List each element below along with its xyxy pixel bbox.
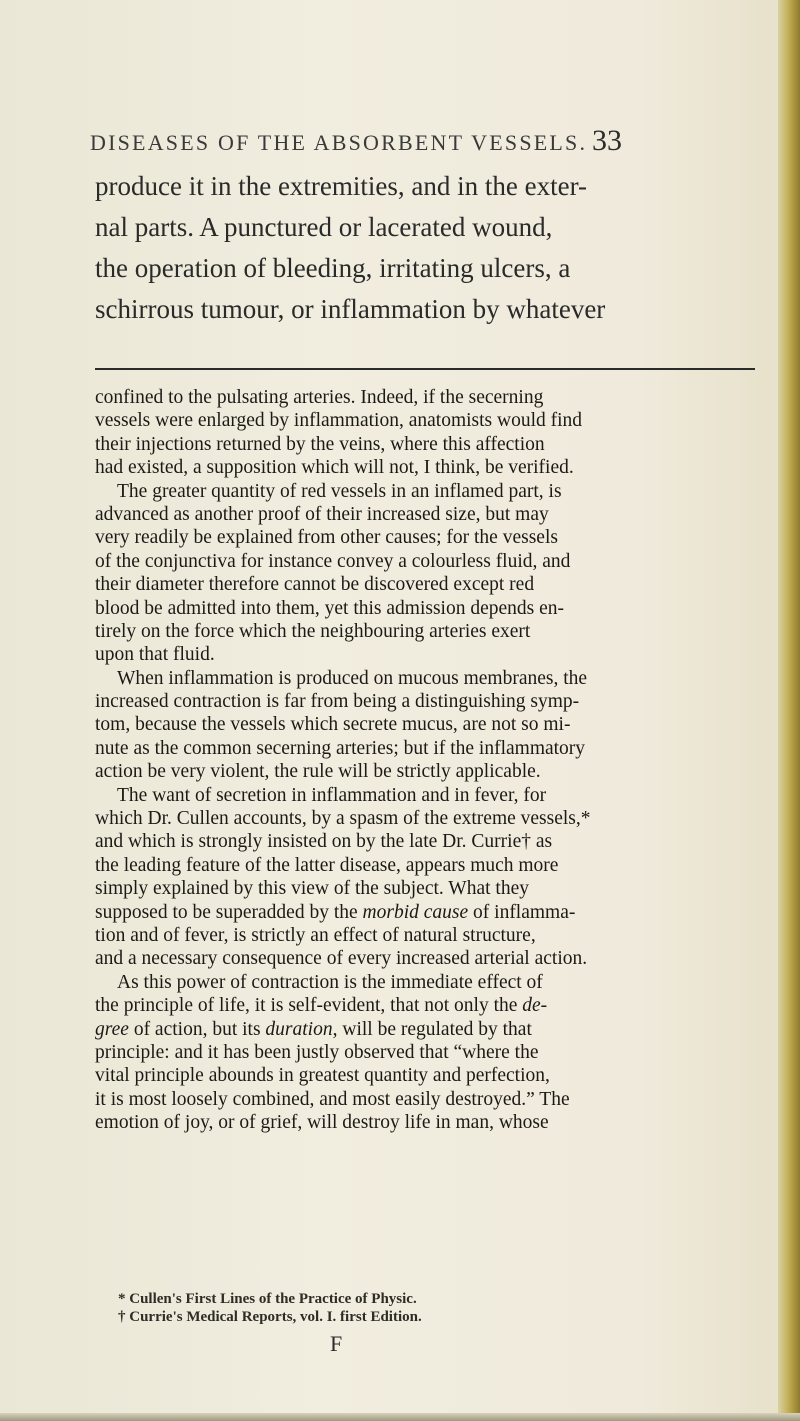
page-number: 33 xyxy=(592,124,622,157)
running-head-title: DISEASES OF THE ABSORBENT VESSELS. xyxy=(90,130,588,155)
top-paragraph xyxy=(95,166,775,330)
footnote: * Cullen's First Lines of the Practice of Physic. xyxy=(118,1291,417,1307)
text-segment: the principle of life, it is self-evident, that not only the xyxy=(95,995,518,1017)
text-line: The want of secretion in inflammation and in fever, for xyxy=(117,784,547,806)
text-line: the leading feature of the latter disease, appears much more xyxy=(95,854,559,876)
text-line: it is most loosely combined, and most easily destroyed.” The xyxy=(95,1088,570,1110)
small-print-body xyxy=(95,386,760,1135)
text-line: increased contraction is far from being a distinguishing symp- xyxy=(95,691,580,713)
text-line: When inflammation is produced on mucous membranes, the xyxy=(117,667,588,689)
text-segment: of action, but its xyxy=(133,1018,261,1040)
text-line: action be very violent, the rule will be strictly applicable. xyxy=(95,761,541,783)
text-segment: As this power of contraction is the immediate effect of xyxy=(117,971,543,993)
text-line: their diameter therefore cannot be discovered except red xyxy=(95,574,535,596)
text-line: had existed, a supposition which will not, I think, be verified. xyxy=(95,457,574,479)
text-line: their injections returned by the veins, where this affection xyxy=(95,433,545,455)
text-line: simply explained by this view of the subject. What they xyxy=(95,878,529,900)
text-line xyxy=(95,971,760,994)
text-line xyxy=(95,994,760,1017)
italic-segment: morbid cause xyxy=(362,901,469,923)
text-segment: , will be regulated by that xyxy=(332,1018,532,1040)
text-line: emotion of joy, or of grief, will destroy life in man, whose xyxy=(95,1112,549,1134)
text-line: advanced as another proof of their increased size, but may xyxy=(95,503,549,525)
text-line: schirrous tumour, or inflammation by whatever xyxy=(95,294,606,324)
text-line: nute as the common secerning arteries; but if the inflammatory xyxy=(95,737,586,759)
text-line: tirely on the force which the neighbouring arteries exert xyxy=(95,620,531,642)
text-line: tion and of fever, is strictly an effect of natural structure, xyxy=(95,924,536,946)
text-line: vessels were enlarged by inflammation, anatomists would find xyxy=(95,410,583,432)
text-segment: of inflamma- xyxy=(473,901,576,923)
text-line: The greater quantity of red vessels in an inflamed part, is xyxy=(117,480,562,502)
text-line xyxy=(95,901,760,924)
text-segment: supposed to be superadded by the xyxy=(95,901,358,923)
text-line: principle: and it has been justly observed that “where the xyxy=(95,1041,539,1063)
text-line: blood be admitted into them, yet this admission depends en- xyxy=(95,597,565,619)
text-line: produce it in the extremities, and in the exter- xyxy=(95,171,588,201)
signature-mark: F xyxy=(330,1331,343,1356)
text-line: the operation of bleeding, irritating ulcers, a xyxy=(95,253,571,283)
italic-segment: gree xyxy=(95,1018,129,1040)
text-line: upon that fluid. xyxy=(95,644,215,666)
text-line: of the conjunctiva for instance convey a colourless fluid, and xyxy=(95,550,571,572)
text-line: tom, because the vessels which secrete mucus, are not so mi- xyxy=(95,714,571,736)
text-line: vital principle abounds in greatest quantity and perfection, xyxy=(95,1065,550,1087)
italic-segment: duration xyxy=(265,1018,333,1040)
text-line xyxy=(95,1018,760,1041)
text-line: and which is strongly insisted on by the late Dr. Currie† as xyxy=(95,831,553,853)
text-line: confined to the pulsating arteries. Indeed, if the secerning xyxy=(95,387,544,408)
running-head xyxy=(90,124,770,157)
horizontal-rule xyxy=(95,368,755,370)
page-edge-right xyxy=(778,0,800,1421)
footnote: † Currie's Medical Reports, vol. I. first Edition. xyxy=(118,1309,422,1325)
text-line: which Dr. Cullen accounts, by a spasm of the extreme vessels,* xyxy=(95,808,591,830)
italic-segment: de- xyxy=(522,995,548,1017)
text-line: very readily be explained from other causes; for the vessels xyxy=(95,527,558,549)
text-line: nal parts. A punctured or lacerated wound, xyxy=(95,212,553,242)
text-line: and a necessary consequence of every increased arterial action. xyxy=(95,948,588,970)
page-edge-bottom xyxy=(0,1413,800,1421)
footnotes xyxy=(118,1290,738,1326)
